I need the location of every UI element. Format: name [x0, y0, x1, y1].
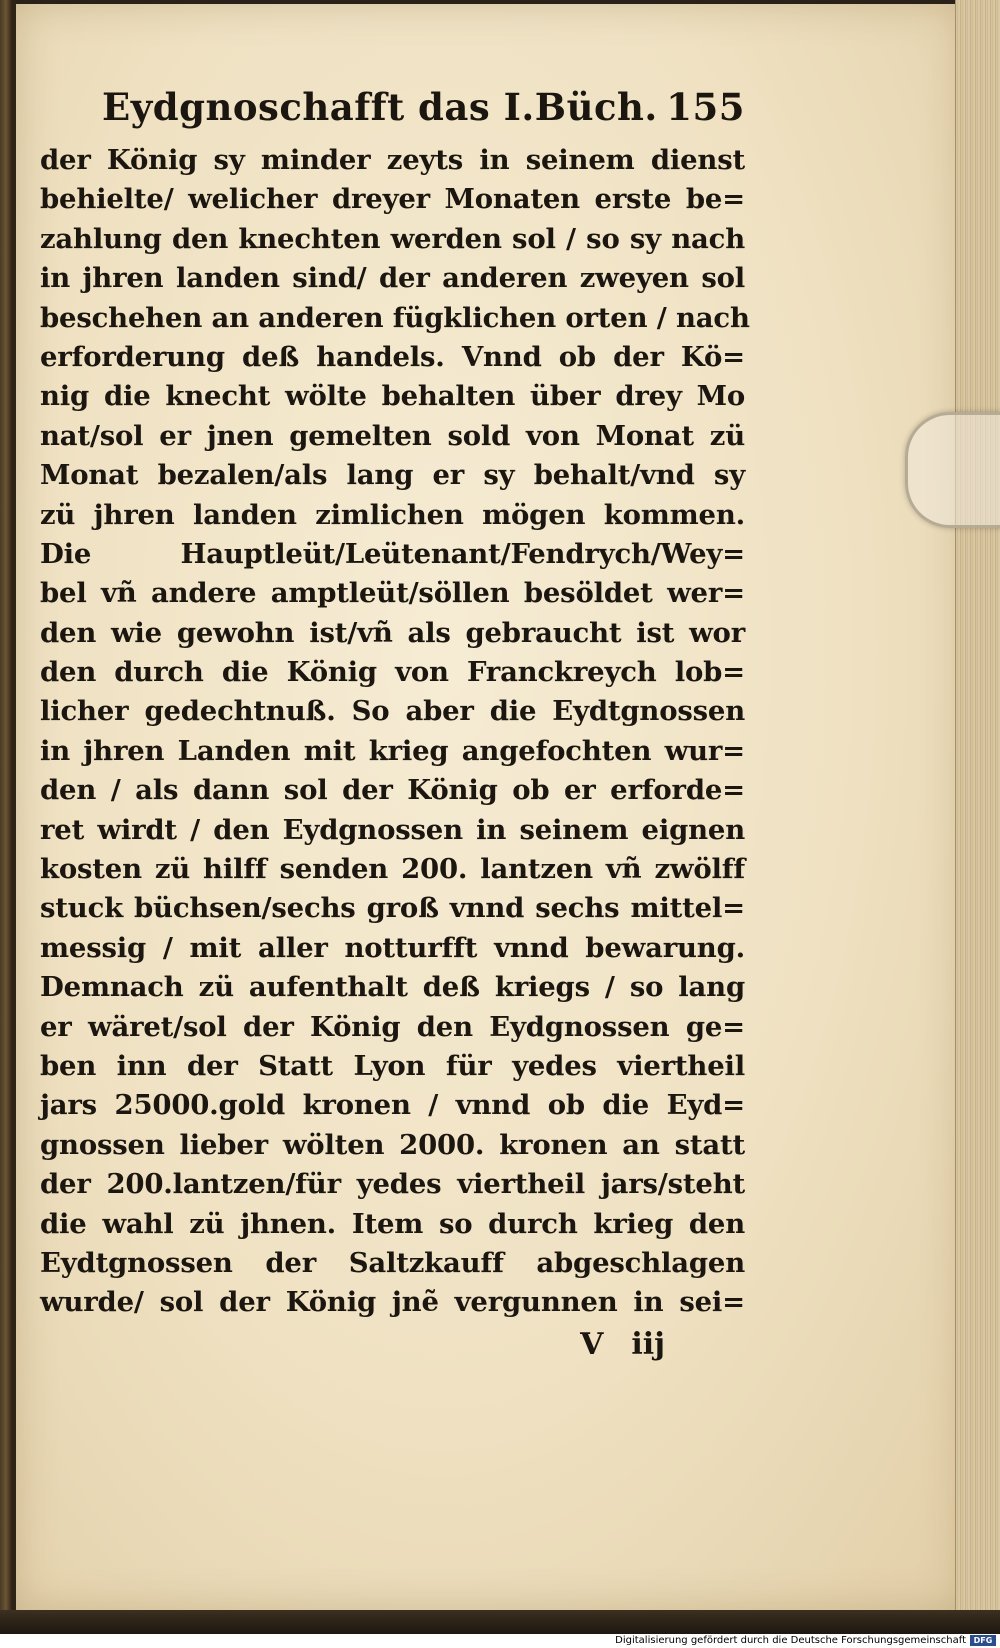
text-line: licher gedechtnuß. So aber die Eydtgnossen [40, 695, 745, 728]
text-line: stuck büchsen/sechs groß vnnd sechs mittel= [40, 892, 745, 925]
text-line: jars 25000.gold kronen / vnnd ob die Eyd= [40, 1089, 745, 1122]
text-line: den durch die König von Franckreych lob= [40, 656, 745, 689]
signature-numeral: iij [631, 1326, 665, 1362]
text-line: der König sy minder zeyts in seinem dienst [40, 144, 745, 176]
text-line: nat/sol er jnen gemelten sold von Monat zü [40, 419, 745, 452]
text-line: in jhren landen sind/ der anderen zweyen sol [40, 262, 745, 295]
text-line: bel vñ andere amptleüt/söllen besöldet wer= [40, 577, 745, 610]
text-line: Demnach zü aufenthalt deß kriegs / so lang [40, 971, 745, 1004]
text-line: gnossen lieber wölten 2000. kronen an statt [40, 1128, 745, 1161]
text-line: Monat bezalen/als lang er sy behalt/vnd sy [40, 459, 745, 492]
text-block [40, 85, 750, 1367]
dfg-logo-icon: DFG [970, 1635, 996, 1646]
text-line: zü jhren landen zimlichen mögen kommen. [40, 498, 745, 531]
running-head [40, 85, 745, 141]
text-line: er wäret/sol der König den Eydgnossen ge= [40, 1010, 745, 1043]
text-line: den / als dann sol der König ob er erforde= [40, 774, 745, 807]
text-line: nig die knecht wölte behalten über drey Mo [40, 380, 745, 413]
running-head-title: Eydgnoschafft das I.Büch. [102, 85, 658, 129]
text-line: erforderung deß handels. Vnnd ob der Kö= [40, 340, 745, 373]
text-line: der 200.lantzen/für yedes viertheil jars/steht [40, 1168, 745, 1201]
text-line: Eydtgnossen der Saltzkauff abgeschlagen [40, 1246, 745, 1279]
text-line: ben inn der Statt Lyon für yedes viertheil [40, 1049, 745, 1082]
signature-letter: V [580, 1326, 604, 1362]
scan-bottom-edge [0, 1610, 1000, 1634]
text-line: Die Hauptleüt/Leütenant/Fendrych/Wey= [40, 537, 745, 570]
text-line: wurde/ sol der König jnẽ vergunnen in sei= [40, 1286, 745, 1319]
text-line: in jhren Landen mit krieg angefochten wur= [40, 734, 745, 767]
text-line: beschehen an anderen fügklichen orten / nach [40, 301, 750, 334]
text-line: messig / mit aller notturfft vnnd bewarung. [40, 931, 745, 964]
text-line: den wie gewohn ist/vñ als gebraucht ist wor [40, 616, 745, 649]
signature-mark [40, 1323, 745, 1367]
text-line: behielte/ welicher dreyer Monaten erste be= [40, 183, 745, 216]
footer-credit: Digitalisierung gefördert durch die Deutsche Forschungsgemeinschaft [615, 1635, 966, 1646]
text-line: zahlung den knechten werden sol / so sy nach [40, 222, 745, 255]
text-line: kosten zü hilff senden 200. lantzen vñ zwölff [40, 853, 745, 886]
text-line: die wahl zü jhnen. Item so durch krieg den [40, 1207, 745, 1240]
page-edges [955, 0, 1000, 1610]
text-line: ret wirdt / den Eydgnossen in seinem eignen [40, 813, 745, 846]
paper-clip [905, 412, 1000, 528]
page-number: 155 [666, 85, 745, 129]
